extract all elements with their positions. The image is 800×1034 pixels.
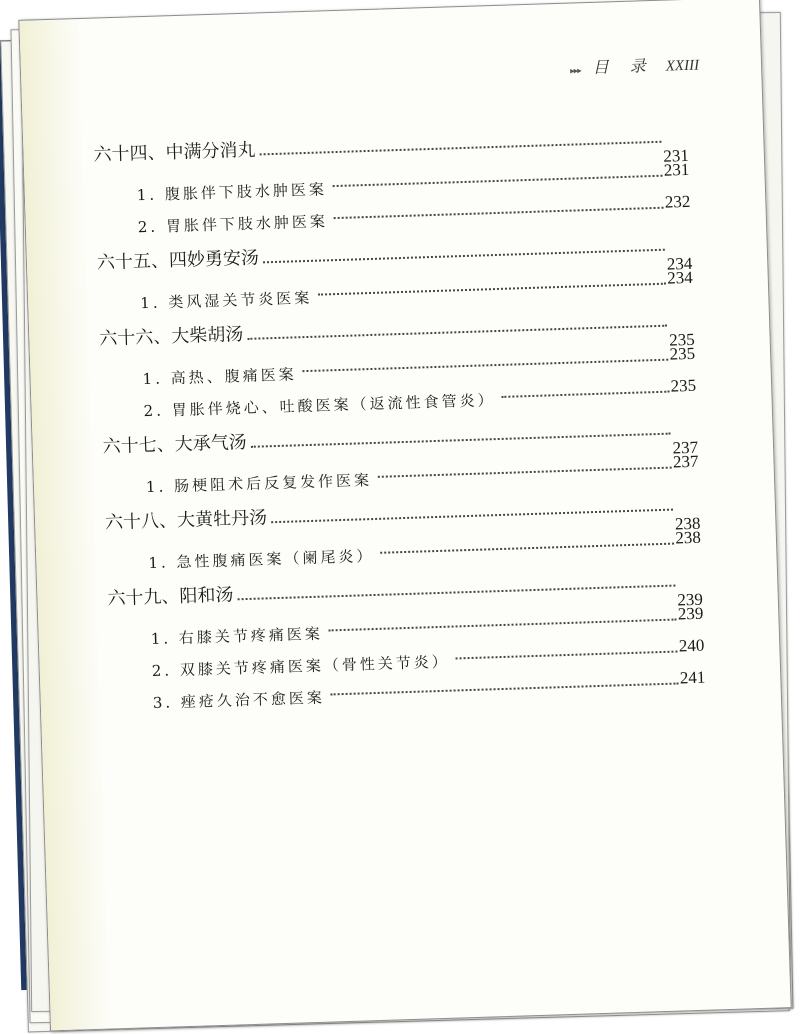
entry-title: 1. 右膝关节疼痛医案 — [150, 624, 324, 649]
entry-page-number: 232 — [664, 191, 691, 212]
entry-title: 3. 痤疮久治不愈医案 — [152, 688, 326, 713]
dot-leader — [501, 391, 668, 398]
entry-page-number: 241 — [679, 667, 706, 688]
toc-section — [107, 562, 706, 713]
header-arrows-icon: ▸▸▸ — [570, 66, 581, 77]
section-title: 六十六、大柴胡汤 — [99, 323, 244, 350]
entry-page-number: 231 — [663, 159, 690, 180]
entry-page-number: 239 — [677, 603, 704, 624]
entry-title: 1. 急性腹痛医案（阑尾炎） — [148, 546, 375, 573]
entry-page-number: 235 — [670, 375, 697, 396]
toc-section — [96, 226, 694, 313]
running-header — [570, 52, 700, 79]
entry-page-number: 235 — [669, 343, 696, 364]
entry-page-number: 238 — [675, 527, 702, 548]
entry-title: 2. 双膝关节疼痛医案（骨性关节炎） — [151, 652, 451, 681]
toc-section — [104, 486, 702, 573]
dot-leader — [334, 207, 663, 219]
section-page-number: 237 — [672, 437, 699, 458]
toc-section — [102, 410, 699, 497]
toc-section — [99, 302, 697, 421]
toc-section — [93, 118, 691, 237]
section-title: 六十七、大承气汤 — [102, 431, 248, 458]
section-title: 六十四、中满分消丸 — [93, 139, 256, 166]
entry-title: 2. 胃胀伴下肢水肿医案 — [137, 212, 329, 237]
entry-title: 1. 肠梗阻术后反复发作医案 — [145, 471, 373, 497]
table-of-contents — [93, 118, 706, 720]
dot-leader — [318, 283, 665, 296]
section-page-number: 239 — [677, 589, 704, 610]
section-title: 六十八、大黄牡丹汤 — [104, 507, 268, 534]
section-page-number: 238 — [674, 513, 701, 534]
entry-page-number: 240 — [678, 635, 705, 656]
toc-page — [18, 0, 791, 1031]
dot-leader — [378, 467, 671, 478]
dot-leader — [380, 543, 673, 554]
section-page-number: 234 — [666, 253, 693, 274]
entry-title: 1. 类风湿关节炎医案 — [139, 288, 313, 313]
entry-page-number: 237 — [672, 451, 699, 472]
entry-title: 1. 腹胀伴下肢水肿医案 — [136, 180, 328, 205]
section-page-number: 235 — [668, 329, 695, 350]
header-page-number: XXIII — [665, 57, 700, 75]
dot-leader — [331, 683, 678, 696]
section-title: 六十五、四妙勇安汤 — [96, 247, 260, 274]
entry-title: 1. 高热、腹痛医案 — [142, 365, 297, 389]
entry-title: 2. 胃胀伴烧心、吐酸医案（返流性食管炎） — [143, 391, 496, 421]
section-page-number: 231 — [663, 145, 690, 166]
section-title: 六十九、阳和汤 — [107, 584, 234, 610]
header-title: 目 录 — [592, 55, 655, 77]
entry-page-number: 234 — [666, 267, 694, 288]
